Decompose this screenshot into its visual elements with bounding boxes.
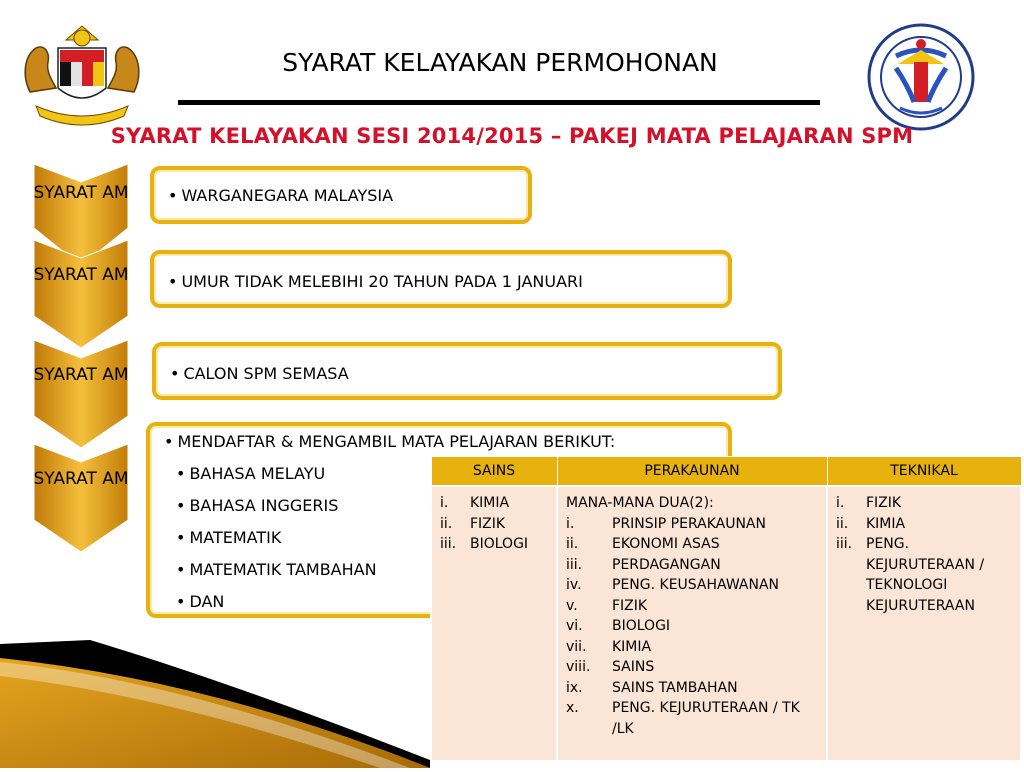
condition-text: MENDAFTAR & MENGAMBIL MATA PELAJARAN BERIKUT: [177, 432, 616, 451]
list-item: x. PENG. KEJURUTERAAN / TK /LK [566, 700, 800, 737]
list-item: iii. BIOLOGI [440, 536, 529, 552]
list-item: • BAHASA INGGERIS [176, 496, 339, 515]
decorative-swoosh [0, 600, 430, 768]
coat-of-arms-logo [18, 22, 146, 126]
list-item: v. FIZIK [566, 597, 648, 614]
condition-text: CALON SPM SEMASA [183, 364, 349, 383]
list-item: • BAHASA MELAYU [176, 464, 326, 483]
list-item: i. FIZIK [836, 495, 902, 511]
condition-text: UMUR TIDAK MELEBIHI 20 TAHUN PADA 1 JANUARI [181, 272, 583, 291]
column-header-teknikal: TEKNIKAL [827, 457, 1021, 487]
condition-box-candidate [152, 342, 782, 400]
condition-text: WARGANEGARA MALAYSIA [181, 186, 394, 205]
perakaunan-intro: MANA-MANA DUA(2): [566, 495, 714, 511]
list-item: ii. FIZIK [440, 515, 506, 532]
list-item: • DAN [176, 592, 225, 611]
list-item: i. KIMIA [440, 495, 510, 511]
syarat-am-label: SYARAT AM [33, 365, 129, 385]
list-item: iv. PENG. KEUSAHAWANAN [566, 577, 780, 593]
syarat-am-label: SYARAT AM [33, 469, 129, 489]
list-item: vi. BIOLOGI [566, 618, 671, 634]
list-item: • MATEMATIK [176, 528, 282, 547]
bullet: • [170, 364, 180, 383]
page-subtitle: SYARAT KELAYAKAN SESI 2014/2015 – PAKEJ MATA PELAJARAN SPM [110, 124, 914, 148]
list-item: iii. PENG. KEJURUTERAAN / TEKNOLOGI KEJURUTERAAN [836, 536, 985, 614]
bullet: • [164, 432, 174, 451]
column-header-sains: SAINS [431, 457, 557, 487]
syarat-am-label: SYARAT AM [33, 183, 129, 203]
condition-box-citizenship [150, 166, 532, 224]
list-item: ii. EKONOMI ASAS [566, 536, 720, 552]
page-title: SYARAT KELAYAKAN PERMOHONAN [282, 48, 718, 77]
list-item: • MATEMATIK TAMBAHAN [176, 560, 377, 579]
list-item: ix. SAINS TAMBAHAN [566, 679, 738, 696]
bullet: • [168, 272, 178, 291]
condition-box-age [150, 250, 732, 308]
list-item: i. PRINSIP PERAKAUNAN [566, 515, 766, 532]
list-item: ii. KIMIA [836, 515, 906, 532]
column-header-perakaunan: PERAKAUNAN [557, 457, 827, 487]
title-underline [178, 100, 820, 105]
bullet: • [168, 186, 178, 205]
sains-cell [431, 486, 557, 761]
ministry-logo [866, 22, 976, 132]
syarat-am-tag-4 [30, 442, 132, 560]
list-item: viii. SAINS [566, 659, 655, 675]
teknikal-cell [827, 486, 1021, 761]
list-item: iii. PERDAGANGAN [566, 556, 721, 573]
perakaunan-cell [557, 486, 827, 761]
syarat-am-label: SYARAT AM [33, 265, 129, 285]
subject-package-table [430, 456, 1022, 762]
list-item: vii. KIMIA [566, 638, 652, 655]
syarat-am-tag-3 [30, 338, 132, 456]
